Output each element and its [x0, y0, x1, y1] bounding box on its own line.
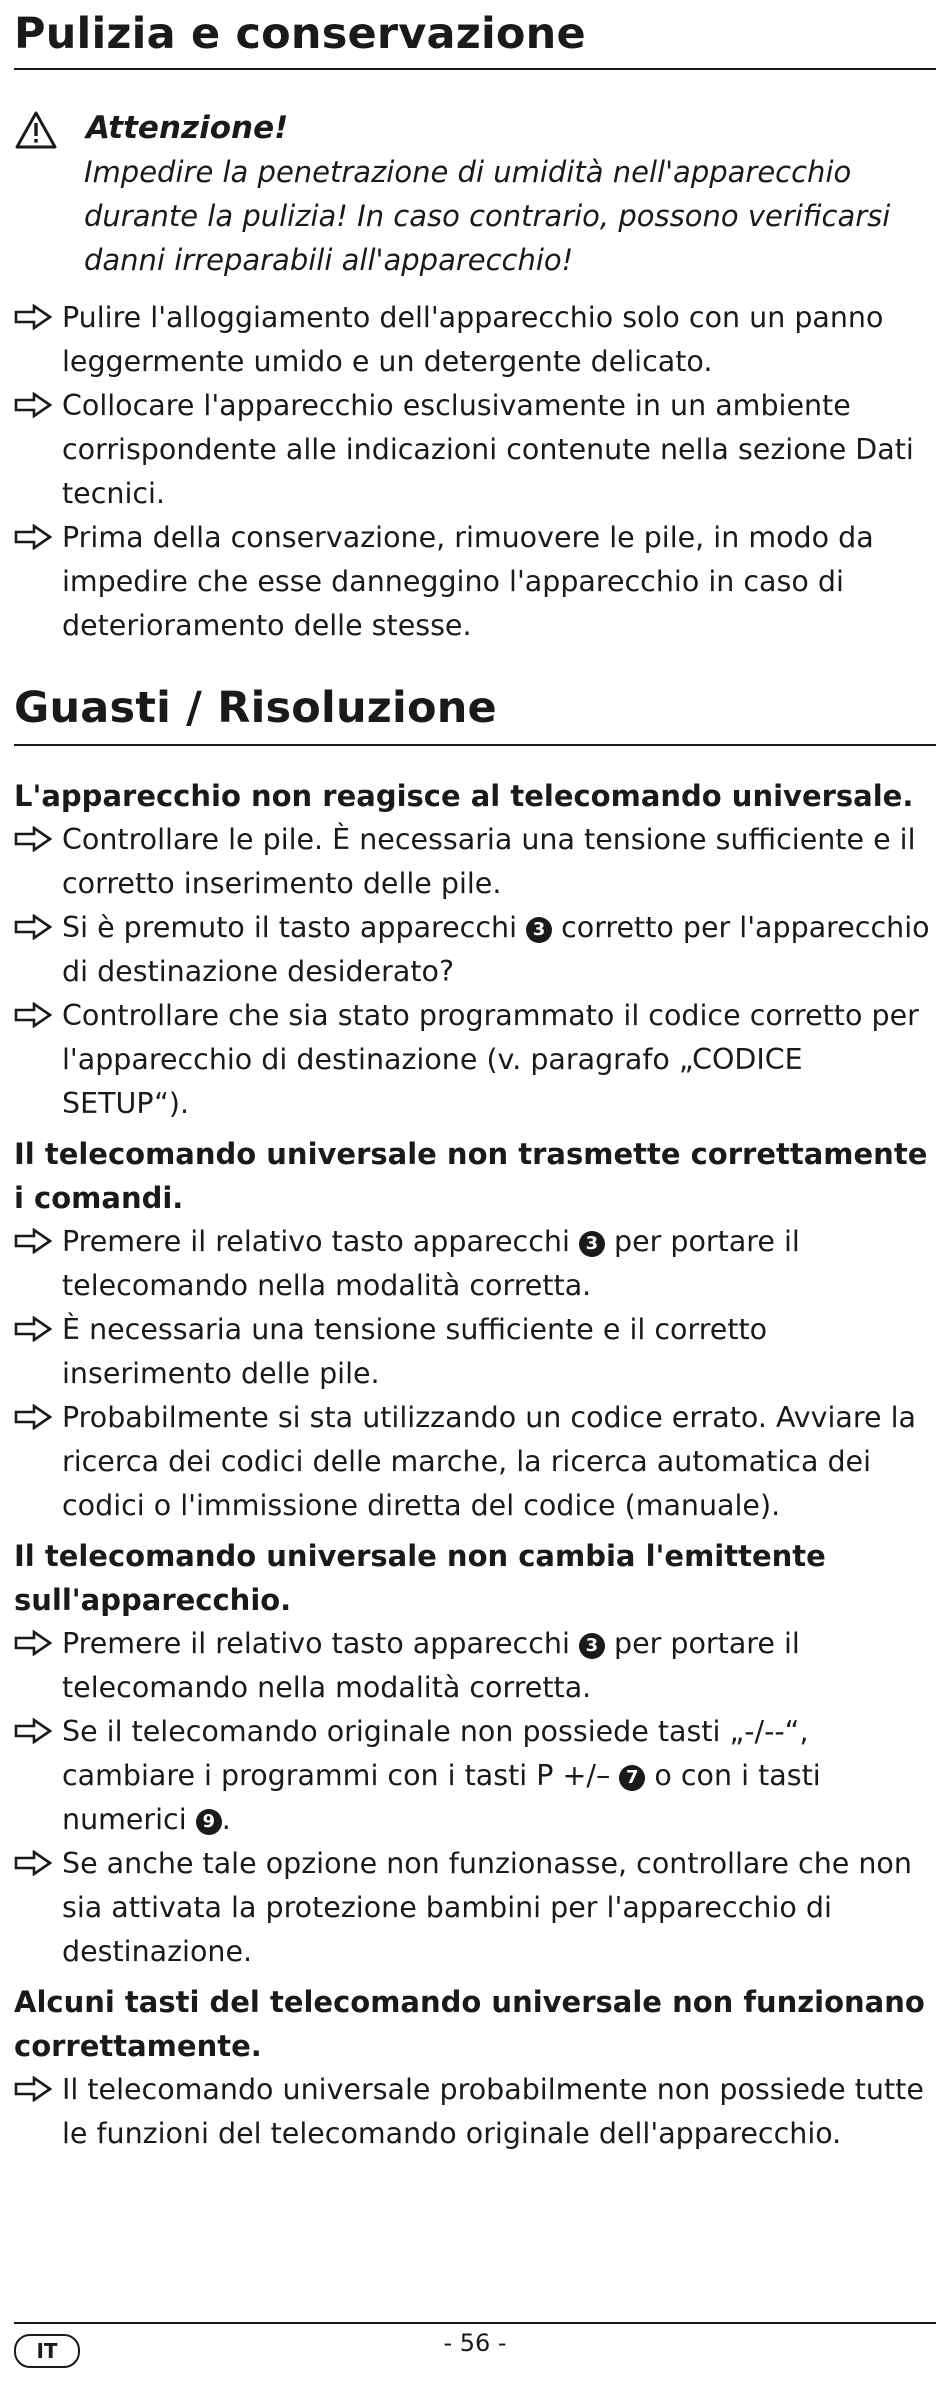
arrow-right-icon [14, 826, 52, 852]
solution-list [14, 1220, 936, 1528]
arrow-right-icon [14, 914, 52, 940]
device-key-number-badge: 3 [526, 917, 552, 943]
list-item-text: Collocare l'apparecchio esclusivamente in un ambiente corrispondente alle indicazioni contenute nella sezione Dati tecnici. [62, 389, 914, 510]
list-item [14, 1308, 936, 1396]
arrow-right-icon [14, 2076, 52, 2102]
list-item [14, 2068, 936, 2156]
list-item-text: È necessaria una tensione sufficiente e il corretto inserimento delle pile. [62, 1313, 768, 1390]
list-item-text: Probabilmente si sta utilizzando un codice errato. Avviare la ricerca dei codici delle marche, la ricerca automatica dei codici o l'immissione diretta del codice (manuale). [62, 1401, 916, 1522]
problem-heading: Il telecomando universale non cambia l'emittente sull'apparecchio. [14, 1539, 826, 1617]
list-item-text: Prima della conservazione, rimuovere le pile, in modo da impedire che esse danneggino l'apparecchio in caso di deterioramento delle stesse. [62, 521, 874, 642]
section-title-pulizia: Pulizia e conservazione [14, 0, 936, 70]
list-item-text: per portare il telecomando nella modalità corretta. [62, 1225, 800, 1302]
warning-text: Impedire la penetrazione di umidità nell'apparecchio durante la pulizia! In caso contrario, possono verificarsi danni irreparabili all'apparecchio! [84, 155, 891, 277]
arrow-right-icon [14, 1630, 52, 1656]
list-item-text: Pulire l'alloggiamento dell'apparecchio solo con un panno leggermente umido e un detergente delicato. [62, 301, 884, 378]
arrow-right-icon [14, 1404, 52, 1430]
list-item [14, 994, 936, 1126]
list-item [14, 516, 936, 648]
list-item [14, 384, 936, 516]
language-badge: IT [14, 2334, 80, 2368]
arrow-right-icon [14, 1316, 52, 1342]
manual-page [14, 0, 936, 2156]
list-item-text: Controllare le pile. È necessaria una tensione sufficiente e il corretto inserimento delle pile. [62, 823, 916, 900]
problem-heading: Alcuni tasti del telecomando universale non funzionano correttamente. [14, 1985, 925, 2063]
section-title-guasti: Guasti / Risoluzione [14, 682, 936, 746]
numeric-key-number-badge: 9 [196, 1809, 222, 1835]
list-item-text: corretto per l'apparecchio di destinazione desiderato? [62, 911, 930, 988]
arrow-right-icon [14, 1002, 52, 1028]
list-item [14, 1220, 936, 1308]
cleaning-instructions-list [14, 296, 936, 648]
list-item-text: Se anche tale opzione non funzionasse, controllare che non sia attivata la protezione bambini per l'apparecchio di destinazione. [62, 1847, 912, 1968]
problem-heading: L'apparecchio non reagisce al telecomando universale. [14, 779, 914, 813]
list-item [14, 1842, 936, 1974]
list-item [14, 906, 936, 994]
arrow-right-icon [14, 1850, 52, 1876]
page-number: - 56 - [443, 2329, 507, 2357]
arrow-right-icon [14, 524, 52, 550]
arrow-right-icon [14, 392, 52, 418]
list-item-text: o con i tasti numerici [62, 1759, 821, 1836]
list-item [14, 296, 936, 384]
arrow-right-icon [14, 1228, 52, 1254]
arrow-right-icon [14, 304, 52, 330]
warning-box [14, 106, 936, 282]
warning-triangle-icon [14, 110, 58, 150]
list-item-text: Se il telecomando originale non possiede tasti „-/--“, cambiare i programmi con i tasti P +/– [62, 1715, 809, 1792]
list-item [14, 818, 936, 906]
page-footer [14, 2322, 936, 2364]
program-key-number-badge: 7 [619, 1765, 645, 1791]
list-item-text: Il telecomando universale probabilmente non possiede tutte le funzioni del telecomando originale dell'apparecchio. [62, 2073, 924, 2150]
solution-list [14, 818, 936, 1126]
list-item-text: . [221, 1803, 231, 1836]
warning-title: Attenzione! [86, 110, 289, 146]
device-key-number-badge: 3 [579, 1633, 605, 1659]
arrow-right-icon [14, 1718, 52, 1744]
list-item [14, 1396, 936, 1528]
solution-list [14, 2068, 936, 2156]
list-item-text: per portare il telecomando nella modalità corretta. [62, 1627, 800, 1704]
list-item-text: Premere il relativo tasto apparecchi [62, 1627, 570, 1660]
problem-heading: Il telecomando universale non trasmette correttamente i comandi. [14, 1137, 928, 1215]
list-item-text: Premere il relativo tasto apparecchi [62, 1225, 570, 1258]
list-item [14, 1710, 936, 1842]
device-key-number-badge: 3 [579, 1231, 605, 1257]
list-item [14, 1622, 936, 1710]
list-item-text: Controllare che sia stato programmato il codice corretto per l'apparecchio di destinazione (v. paragrafo „CODICE SETUP“). [62, 999, 919, 1120]
list-item-text: Si è premuto il tasto apparecchi [62, 911, 517, 944]
solution-list [14, 1622, 936, 1974]
